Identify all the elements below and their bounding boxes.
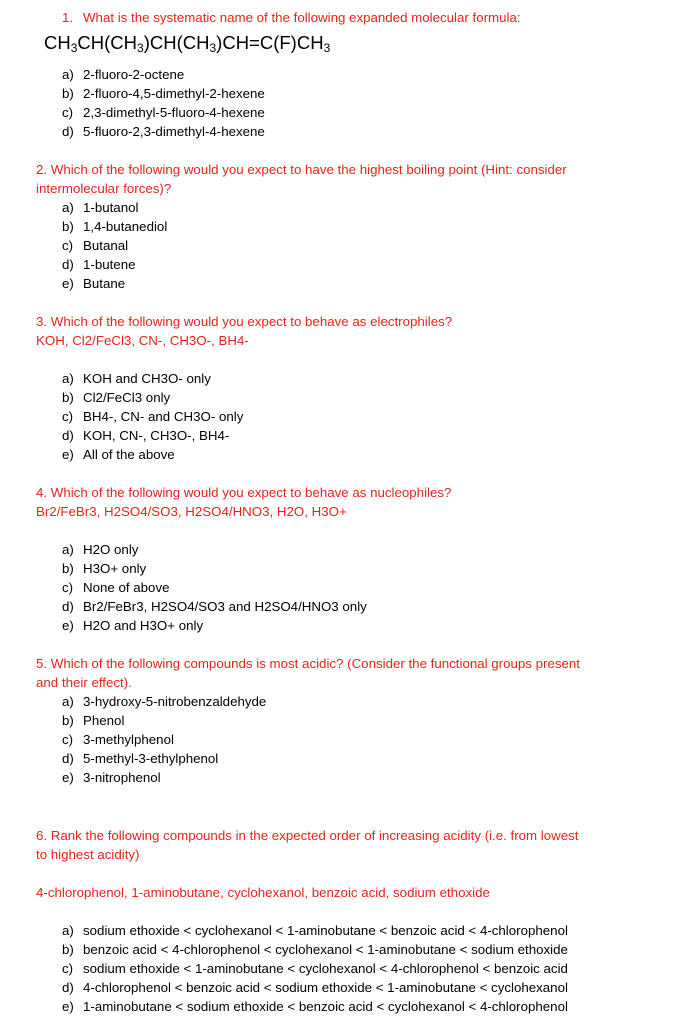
- question-6-option-b: b) benzoic acid < 4-chlorophenol < cyclohexanol < 1-aminobutane < sodium ethoxide: [62, 942, 568, 957]
- question-2-option-b: b) 1,4-butanediol: [62, 219, 168, 234]
- question-6-prompt-line2: to highest acidity): [36, 847, 140, 862]
- question-6-prompt-line1: 6. Rank the following compounds in the expected order of increasing acidity (i.e. from lowest: [36, 828, 579, 843]
- question-2-prompt-line2: intermolecular forces)?: [36, 181, 172, 196]
- question-1-prompt: [62, 10, 521, 26]
- question-5-option-a: a) 3-hydroxy-5-nitrobenzaldehyde: [62, 694, 267, 709]
- question-6-option-a: a) sodium ethoxide < cyclohexanol < 1-aminobutane < benzoic acid < 4-chlorophenol: [62, 923, 568, 938]
- question-2-option-a: a) 1-butanol: [62, 200, 139, 215]
- question-2-option-d: d) 1-butene: [62, 257, 136, 272]
- question-1-option-d: d) 5-fluoro-2,3-dimethyl-4-hexene: [62, 124, 265, 139]
- question-3-prompt-line1: 3. Which of the following would you expect to behave as electrophiles?: [36, 314, 453, 329]
- question-3-option-c: c) BH4-, CN- and CH3O- only: [62, 409, 244, 424]
- question-4-option-c: c) None of above: [62, 580, 170, 595]
- question-2-option-c: c) Butanal: [62, 238, 129, 253]
- question-6-option-e: e) 1-aminobutane < sodium ethoxide < benzoic acid < cyclohexanol < 4-chlorophenol: [62, 999, 568, 1014]
- question-1-option-a: a) 2-fluoro-2-octene: [62, 67, 185, 82]
- question-6-compound-list: 4-chlorophenol, 1-aminobutane, cyclohexanol, benzoic acid, sodium ethoxide: [36, 885, 490, 900]
- question-6-option-d: d) 4-chlorophenol < benzoic acid < sodium ethoxide < 1-aminobutane < cyclohexanol: [62, 980, 568, 995]
- question-5-prompt-line1: 5. Which of the following compounds is most acidic? (Consider the functional groups present: [36, 656, 580, 671]
- question-3-option-e: e) All of the above: [62, 447, 175, 462]
- question-4-prompt-line2: Br2/FeBr3, H2SO4/SO3, H2SO4/HNO3, H2O, H3O+: [36, 504, 347, 519]
- question-2-prompt-line1: 2. Which of the following would you expect to have the highest boiling point (Hint: consider: [36, 162, 567, 177]
- question-6-option-c: c) sodium ethoxide < 1-aminobutane < cyclohexanol < 4-chlorophenol < benzoic acid: [62, 961, 568, 976]
- question-4-option-d: d) Br2/FeBr3, H2SO4/SO3 and H2SO4/HNO3 only: [62, 599, 367, 614]
- question-4-option-b: b) H3O+ only: [62, 561, 147, 576]
- question-1-number: 1.: [62, 10, 74, 25]
- question-5-option-b: b) Phenol: [62, 713, 125, 728]
- question-5-option-c: c) 3-methylphenol: [62, 732, 174, 747]
- question-5-prompt-line2: and their effect).: [36, 675, 132, 690]
- question-4-prompt-line1: 4. Which of the following would you expect to behave as nucleophiles?: [36, 485, 452, 500]
- question-1-option-c: c) 2,3-dimethyl-5-fluoro-4-hexene: [62, 105, 265, 120]
- question-1-option-b: b) 2-fluoro-4,5-dimethyl-2-hexene: [62, 86, 265, 101]
- question-1-formula: $CH_3CH(CH_3)CH(CH_3)CH=C(F)CH_3$: [44, 32, 331, 55]
- question-4-option-e: e) H2O and H3O+ only: [62, 618, 204, 633]
- question-2-option-e: e) Butane: [62, 276, 126, 291]
- question-5-option-e: e) 3-nitrophenol: [62, 770, 161, 785]
- question-1-text: What is the systematic name of the following expanded molecular formula:: [83, 10, 521, 25]
- question-3-option-d: d) KOH, CN-, CH3O-, BH4-: [62, 428, 230, 443]
- question-3-option-a: a) KOH and CH3O- only: [62, 371, 211, 386]
- question-4-option-a: a) H2O only: [62, 542, 139, 557]
- question-5-option-d: d) 5-methyl-3-ethylphenol: [62, 751, 219, 766]
- question-3-option-b: b) Cl2/FeCl3 only: [62, 390, 171, 405]
- question-3-prompt-line2: KOH, Cl2/FeCl3, CN-, CH3O-, BH4-: [36, 333, 249, 348]
